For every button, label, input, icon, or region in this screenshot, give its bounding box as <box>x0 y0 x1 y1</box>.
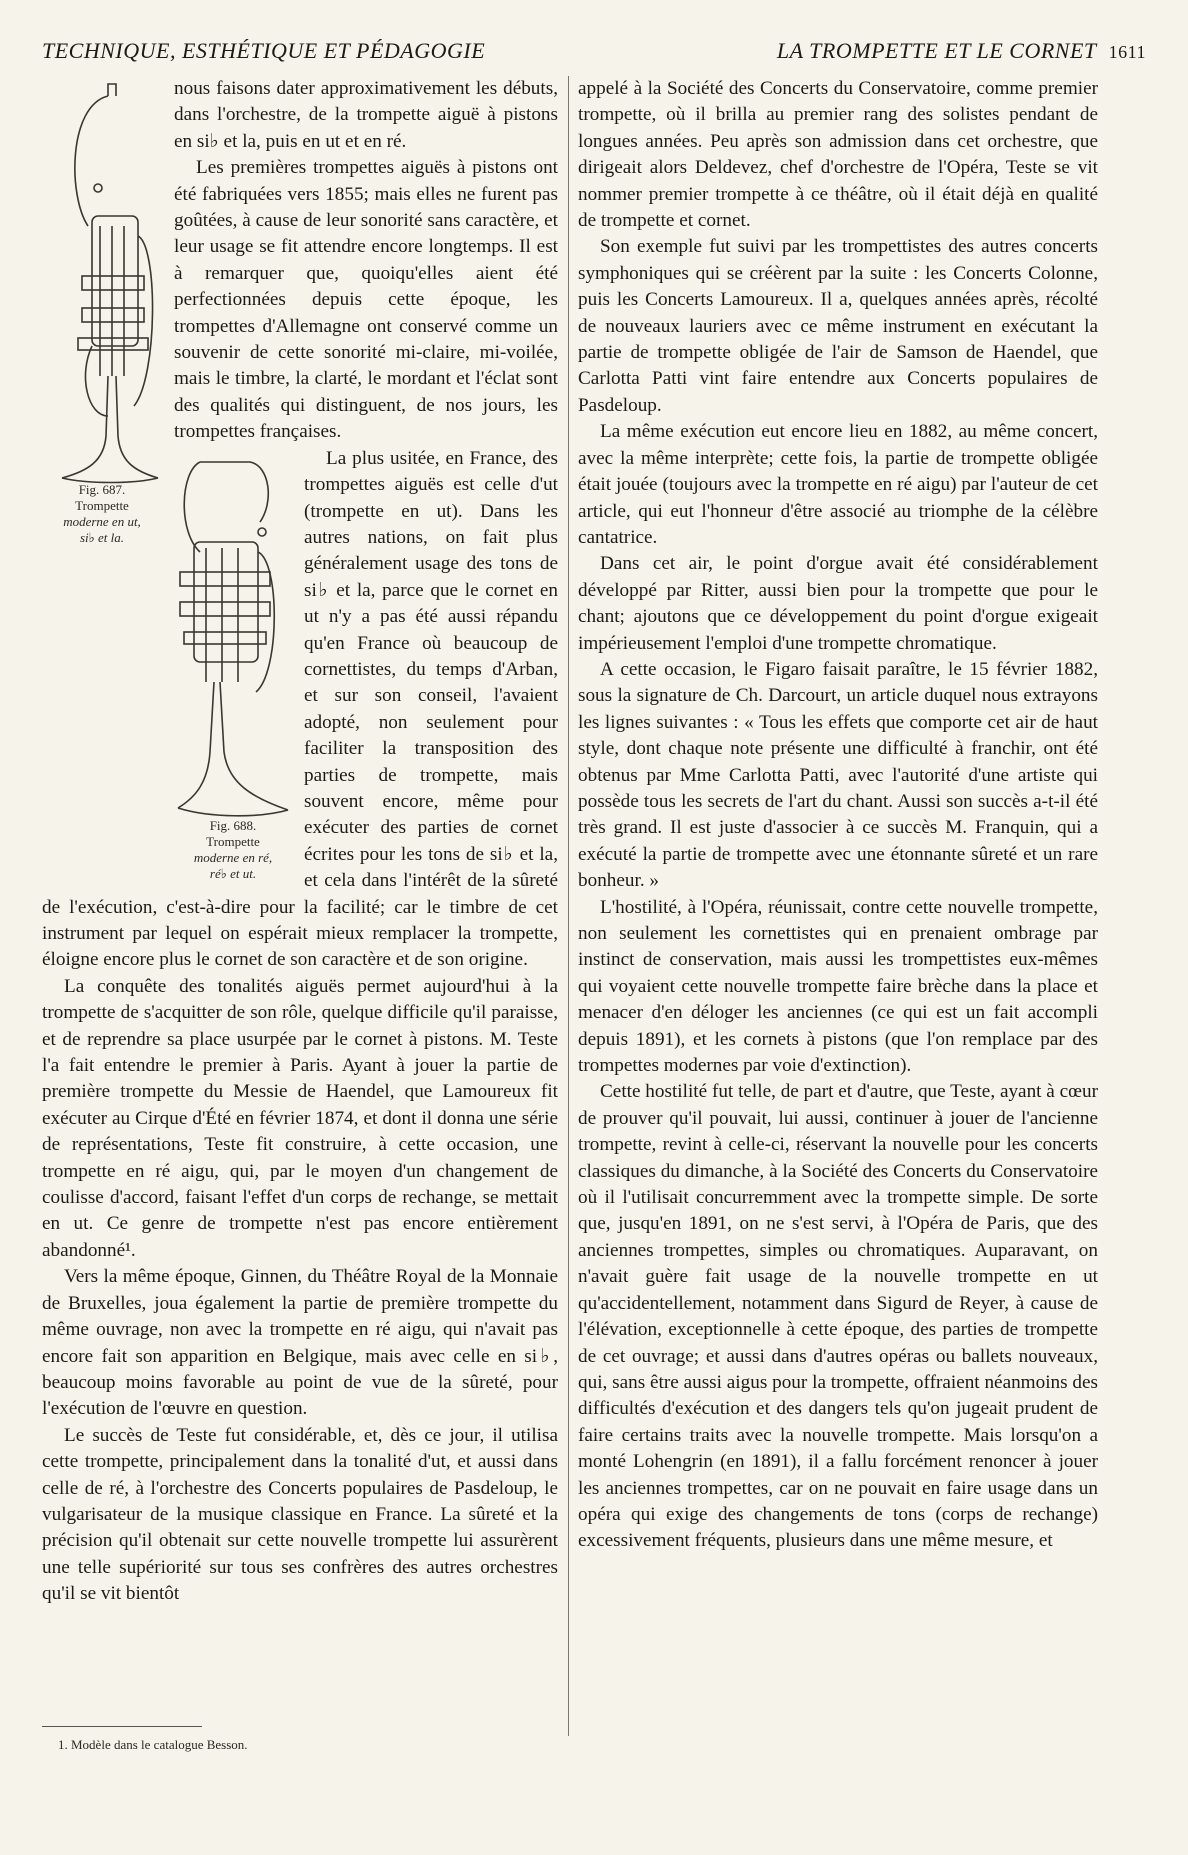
right-paragraph-1: appelé à la Société des Concerts du Conservatoire, comme premier trompette, où il brilla au premier rang des solistes pendant de longues années. Peu après son admission dans cet orchestre, que dirigeait alors Deldevez, chef d'orchestre de l'Opéra, Teste se vit nommer premier trompette à ce théâtre, où il était déjà en qualité de trompette et cornet. <box>578 78 1098 232</box>
right-paragraph-2: Son exemple fut suivi par les trompettistes des autres concerts symphoniques qui se créèrent par la suite : les Concerts Colonne, puis les Concerts Lamoureux. Il a, quelques années après, récolté de nouveaux lauriers avec ce même instrument en exécutant la partie de trompette obligée de l'air de Samson de Haendel, que Carlotta Patti vint faire entendre aux Concerts populaires de Pasdeloup. <box>578 236 1098 416</box>
left-column <box>42 76 558 1608</box>
column-divider <box>568 76 569 1736</box>
header-left-title: TECHNIQUE, ESTHÉTIQUE ET PÉDAGOGIE <box>42 38 486 63</box>
left-paragraph-2: Les premières trompettes aiguës à pistons ont été fabriquées vers 1855; mais elles ne furent pas goûtées, à cause de leur sonorité sans caractère, et leur usage se fit attendre encore longtemps. Il est à remarquer que, quoiqu'elles aient été perfectionnées depuis cette époque, les trompettes d'Allemagne ont conservé comme un souvenir de cette sonorité mi-claire, mi-voilée, mais le timbre, la clarté, le mordant et l'éclat sont des qualités qui distinguent, de nos jours, les trompettes françaises. <box>174 157 558 443</box>
left-paragraph-6: Le succès de Teste fut considérable, et, dès ce jour, il utilisa cette trompette, principalement dans la tonalité d'ut, et aussi dans celle de ré, à l'orchestre des Concerts populaires de Pasdeloup, le vulgarisateur de la musique classique en France. La sûreté et la précision qu'il obtenait sur cette nouvelle trompette lui assurèrent une telle supériorité sur tous ses confrères des autres orchestres qu'il se vit bientôt <box>42 1424 558 1605</box>
left-paragraph-4: La conquête des tonalités aiguës permet aujourd'hui à la trompette de s'acquitter de son rôle, quelque difficile qu'il paraisse, et de reprendre sa place usurpée par le cornet à pistons. M. Teste l'a fait entendre le premier à Paris. Ayant à jouer la partie de première trompette du Messie de Haendel, que Lamoureux fit exécuter au Cirque d'Été en février 1874, et dont il donna une série de représentations, Teste fit construire, à cette occasion, une trompette en ré aigu, qui, par le moyen d'un changement de coulisse d'accord, faisant l'effet d'un corps de rechange, se mettait en ut. Ce genre de trompette n'est pas encore entièrement abandonné¹. <box>42 975 558 1261</box>
figure-688-caption-line2: moderne en ré, <box>193 849 273 865</box>
right-paragraph-3: La même exécution eut encore lieu en 1882, au même concert, avec la même interprète; cette fois, la partie de trompette obligée était jouée (toujours avec la trompette en ré aigu) par l'auteur de cet article, qui eut l'honneur d'être associé au triomphe de la célèbre cantatrice. <box>578 421 1098 548</box>
footnote: 1. Modèle dans le catalogue Besson. <box>58 1737 248 1752</box>
figure-687-caption-line2: moderne en ut, <box>63 514 141 529</box>
figure-687 <box>38 76 166 546</box>
figure-688-label: Fig. 688. <box>209 817 257 833</box>
left-paragraph-5: Vers la même époque, Ginnen, du Théâtre Royal de la Monnaie de Bruxelles, joua également la partie de première trompette du même ouvrage, non avec la trompette en ré aigu, qui n'avait pas encore fait son apparition en Belgique, mais avec celle en si♭, beaucoup moins favorable au point de vue de la sûreté, pour l'exécution de l'œuvre en question. <box>42 1266 558 1420</box>
figure-687-caption-line3: si♭ et la. <box>79 530 125 545</box>
left-paragraph-3: La plus usitée, en France, des trompettes aiguës est celle d'ut (trompette en ut). Dans les autres nations, on fait plus généralement usage des tons de si♭ et la, parce que le cornet en ut n'y a pas été aussi répandu qu'en France où beaucoup de cornettistes, du temps d'Arban, et sur son conseil, l'avaient adopté, non seulement pour faciliter la transposition des parties de trompette, mais souvent encore, même pour exécuter des parties de cornet écrites pour les tons de si♭ et la, et cela dans l'intérêt de la sûreté de l'exécution, c'est-à-dire pour la facilité; car le timbre de cet instrument par lequel on espérait mieux remplacer la trompette, éloigne encore plus le cornet de son caractère et de son origine. <box>42 447 558 971</box>
header-right <box>777 38 1146 64</box>
figure-687-caption <box>38 482 166 546</box>
header-right-title: LA TROMPETTE ET LE CORNET <box>776 38 1097 63</box>
right-paragraph-5: A cette occasion, le Figaro faisait paraître, le 15 février 1882, sous la signature de Ch. Darcourt, un article duquel nous extrayons les lignes suivantes : « Tous les effets que comporte cet air de haut style, dont chaque note présente une difficulté à franchir, ont été obtenus par Mme Carlotta Patti, avec l'autorité d'une artiste qui possède tous les secrets de l'art du chant. Aussi son succès a-t-il été très grand. Il est juste d'associer à ce succès M. Franquin, qui a exécuté la partie de trompette avec une étonnante sûreté et un rare bonheur. » <box>578 658 1098 892</box>
figure-687-caption-line1: Trompette <box>75 498 129 513</box>
right-paragraph-4: Dans cet air, le point d'orgue avait été considérablement développé par Ritter, aussi bien pour la trompette que pour le chant; ajoutons que ce développement du point d'orgue exigeait impérieusement l'emploi d'une trompette chromatique. <box>578 553 1098 654</box>
left-paragraph-1: nous faisons dater approximativement les débuts, dans l'orchestre, de la trompette aiguë à pistons en si♭ et la, puis en ut et en ré. <box>174 78 558 152</box>
figure-688 <box>170 452 296 882</box>
trumpet-ut-illustration <box>38 76 162 486</box>
right-column <box>578 76 1098 1555</box>
figure-688-caption <box>170 818 296 882</box>
right-paragraph-6: L'hostilité, à l'Opéra, réunissait, contre cette nouvelle trompette, non seulement les cornettistes qui en prenaient ombrage par instinct de conservation, mais aussi les trompettistes eux-mêmes qui voyaient cette nouvelle trompette faire brèche dans la place et menacer d'en déloger les anciennes (ce qui est un fait accompli depuis 1891), et les cornets à pistons (que l'on remplace par des trompettes modernes par voie d'extinction). <box>578 896 1098 1077</box>
figure-688-caption-line1: Trompette <box>206 833 260 849</box>
trumpet-re-illustration <box>170 452 292 822</box>
right-paragraph-7: Cette hostilité fut telle, de part et d'autre, que Teste, ayant à cœur de prouver qu'il pouvait, lui aussi, continuer à jouer de l'ancienne trompette, revint à celle-ci, réservant la nouvelle pour les concerts classiques du dimanche, à la Société des Concerts du Conservatoire où il l'utilisait concurremment avec la trompette simple. De sorte que, jusqu'en 1891, on ne s'est servi, à l'Opéra de Paris, que des anciennes trompettes, simples ou chromatiques. Auparavant, on n'avait guère fait usage de la nouvelle trompette en ut qu'accidentellement, notamment dans Sigurd de Reyer, à cause de l'élévation, exceptionnelle à cette époque, des parties de trompette de cet ouvrage; et aussi dans d'autres opéras ou ballets nouveaux, qui, sans être aussi aigus pour la trompette, offraient néanmoins des difficultés d'exécution et des dangers tels qu'on jugeait prudent de faire certains traits avec la nouvelle trompette. Mais lorsqu'on a monté Lohengrin (en 1891), il a fallu forcément renoncer à jouer les anciennes trompettes, car on ne pouvait en faire usage dans un opéra qui exige des changements de tons (corps de rechange) excessivement fréquents, plusieurs dans une même mesure, et <box>578 1081 1098 1552</box>
figure-687-label: Fig. 687. <box>78 482 126 497</box>
page-number: 1611 <box>1108 42 1146 62</box>
figure-688-caption-line3: ré♭ et ut. <box>209 865 257 881</box>
footnote-rule <box>42 1726 202 1727</box>
running-header <box>42 38 1146 68</box>
